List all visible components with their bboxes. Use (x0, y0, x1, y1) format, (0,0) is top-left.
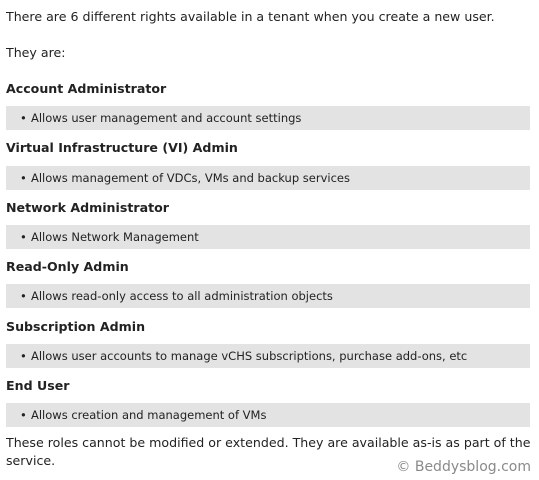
bullet-icon: • (20, 349, 27, 363)
bullet-icon: • (20, 289, 27, 303)
role-heading-read-only-admin: Read-Only Admin (6, 259, 129, 274)
role-description-box (6, 166, 530, 190)
role-heading-subscription-admin: Subscription Admin (6, 319, 146, 334)
role-description: Allows user accounts to manage vCHS subscriptions, purchase add-ons, etc (31, 349, 468, 363)
role-description: Allows Network Management (31, 230, 199, 244)
role-description-box (6, 284, 530, 308)
bullet-icon: • (20, 230, 27, 244)
role-description: Allows management of VDCs, VMs and backup services (31, 171, 350, 185)
role-description: Allows user management and account settings (31, 111, 302, 125)
role-heading-network-administrator: Network Administrator (6, 200, 169, 215)
role-heading-end-user: End User (6, 378, 70, 393)
watermark: © Beddysblog.com (396, 459, 531, 475)
role-heading-account-administrator: Account Administrator (6, 81, 167, 96)
closing-paragraph: These roles cannot be modified or extended. They are available as-is as part of the service. (6, 435, 531, 468)
role-description: Allows read-only access to all administration objects (31, 289, 333, 303)
role-description-box (6, 225, 530, 249)
they-are-paragraph: They are: (6, 45, 66, 60)
role-description-box (6, 403, 530, 427)
role-description: Allows creation and management of VMs (31, 408, 267, 422)
role-description-box (6, 344, 530, 368)
intro-paragraph: There are 6 different rights available in a tenant when you create a new user. (6, 9, 495, 24)
bullet-icon: • (20, 111, 27, 125)
bullet-icon: • (20, 408, 27, 422)
bullet-icon: • (20, 171, 27, 185)
role-description-box (6, 106, 530, 130)
role-heading-vi-admin: Virtual Infrastructure (VI) Admin (6, 140, 238, 155)
